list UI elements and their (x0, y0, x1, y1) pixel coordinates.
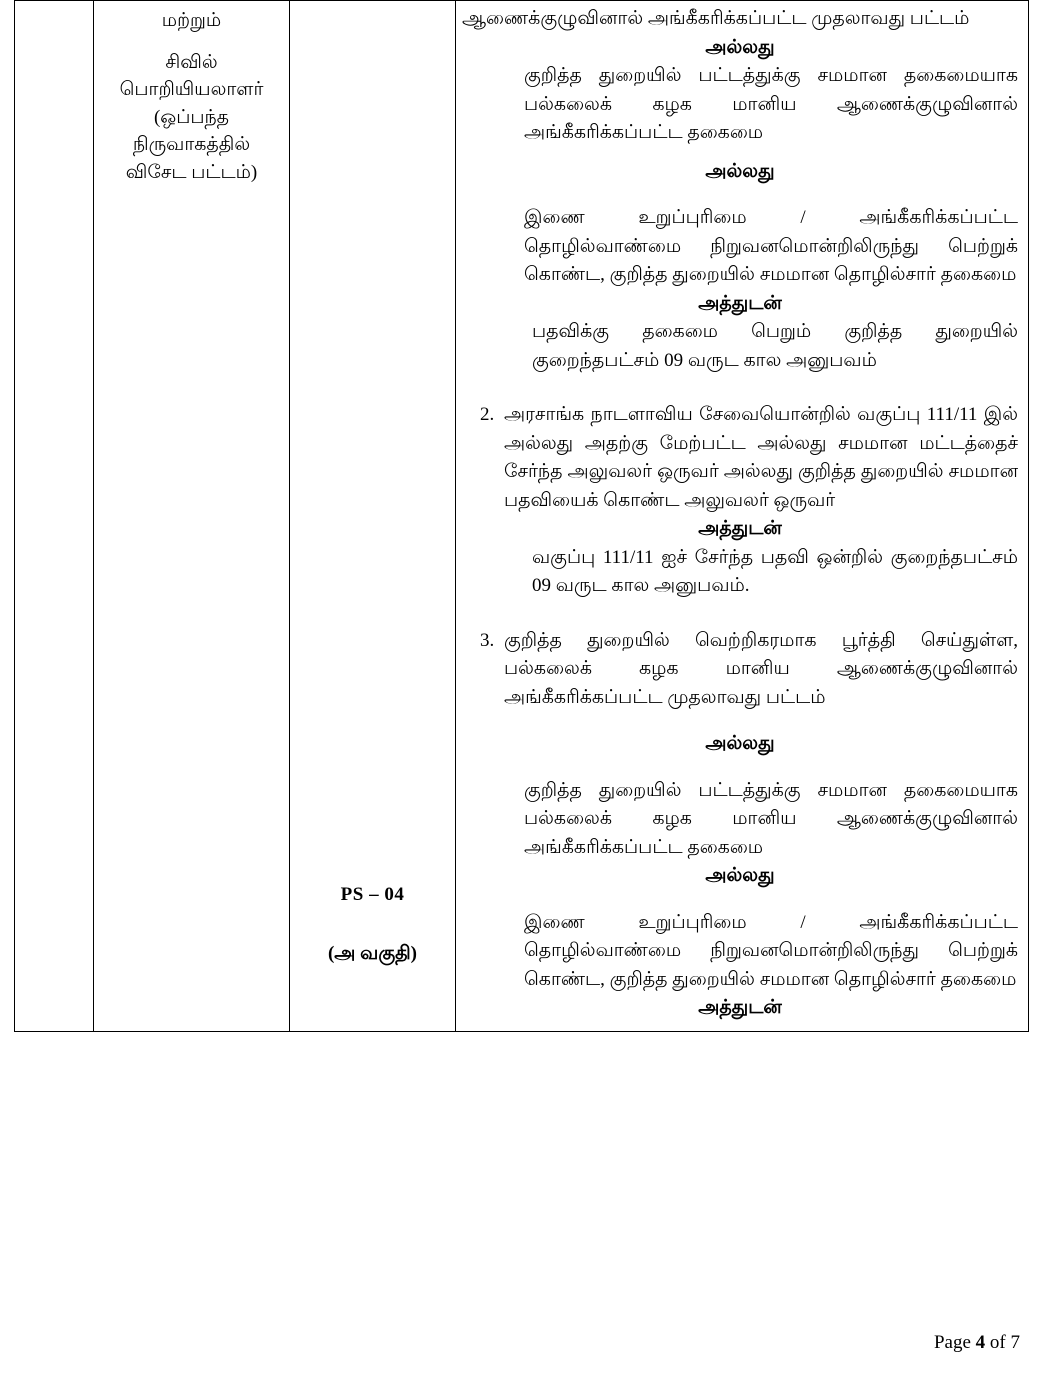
top-continuation-text: ஆணைக்குழுவினால் அங்கீகரிக்கப்பட்ட முதலாவது பட்டம் (462, 8, 970, 29)
or-label-3: அல்லது (705, 733, 775, 754)
with-label-2: அத்துடன் (698, 518, 782, 539)
salary-code-block (290, 1, 455, 968)
footer-middle: of (985, 1332, 1011, 1353)
item-3-text: குறித்த துறையில் வெற்றிகரமாக பூர்த்தி செய்துள்ள, பல்கலைக் கழக மானிய ஆணைக்குழுவினால் அங்கீகரிக்கப்பட்ட முதலாவது பட்டம் (504, 629, 1018, 708)
post-title-line-3: பொறியியலாளர் (119, 79, 264, 101)
qualifications-table (14, 0, 1029, 1032)
footer-total-pages: 7 (1010, 1332, 1020, 1353)
salary-grade-value: (அ வகுதி) (327, 942, 418, 964)
item-3-number: 3. (480, 629, 495, 651)
qualifications-content (456, 1, 1028, 1031)
qualification-paragraph-4: குறித்த துறையில் பட்டத்துக்கு சமமான தகைமையாக பல்கலைக் கழக மானிய ஆணைக்குழுவினால் அங்கீகரிக்கப்பட்ட தகைமை (524, 779, 1018, 858)
qualification-item-2 (462, 401, 1018, 515)
table-cell-salary-code (290, 1, 456, 1032)
item-2-sub-text: வகுப்பு 111/11 ஐச் சேர்ந்த பதவி ஒன்றில் குறைந்தபட்சம் 09 வருட கால அனுபவம். (532, 546, 1018, 596)
table-cell-serial (15, 1, 94, 1032)
salary-code-value: PS – 04 (340, 884, 405, 905)
or-label-1: அல்லது (705, 36, 775, 58)
or-label-2: அல்லது (705, 160, 775, 182)
with-label-3: அத்துடன் (698, 997, 782, 1018)
post-title-line-1: மற்றும் (161, 10, 222, 31)
post-title-line-5: நிருவாகத்தில் (132, 134, 251, 156)
table-cell-post-title (94, 1, 290, 1032)
item-2-text: அரசாங்க நாடளாவிய சேவையொன்றில் வகுப்பு 111/11 இல் அல்லது அதற்கு மேற்பட்ட அல்லது சமமான மட்டத்தைச் சேர்ந்த அலுவலர் ஒருவர் அல்லது குறித்த துறையில் சமமான பதவியைக் கொண்ட அலுவலர் ஒருவர் (504, 404, 1018, 511)
qualification-paragraph-2: இணை உறுப்புரிமை / அங்கீகரிக்கப்பட்ட தொழில்வாண்மை நிறுவனமொன்றிலிருந்து பெற்றுக் கொண்ட, குறித்த துறையில் சமமான தொழில்சார் தகைமை (524, 207, 1018, 285)
qualification-paragraph-5: இணை உறுப்புரிமை / அங்கீகரிக்கப்பட்ட தொழில்வாண்மை நிறுவனமொன்றிலிருந்து பெற்றுக் கொண்ட, குறித்த துறையில் சமமான தொழில்சார் தகைமை (524, 911, 1018, 990)
serial-cell-content (15, 1, 93, 15)
table-row (15, 1, 1029, 1032)
footer-page-number: 4 (975, 1332, 986, 1353)
or-label-4: அல்லது (705, 865, 775, 886)
qualification-paragraph-1: குறித்த துறையில் பட்டத்துக்கு சமமான தகைமையாக பல்கலைக் கழக மானிய ஆணைக்குழுவினால் அங்கீகரிக்கப்பட்ட தகைமை (524, 65, 1018, 143)
with-label-1: அத்துடன் (698, 292, 782, 314)
item-2-number: 2. (480, 404, 495, 425)
post-title-line-6: விசேட பட்டம்) (125, 161, 258, 183)
post-title-block (94, 1, 289, 186)
post-title-line-2: சிவில் (165, 51, 218, 73)
qualification-item-3 (462, 627, 1018, 713)
experience-paragraph-1: பதவிக்கு தகைமை பெறும் குறித்த துறையில் குறைந்தபட்சம் 09 வருட கால அனுபவம் (532, 321, 1018, 371)
post-title-line-4: (ஒப்பந்த (153, 106, 230, 128)
footer-prefix: Page (933, 1332, 976, 1353)
table-cell-qualifications (456, 1, 1029, 1032)
page-footer (934, 1332, 1020, 1354)
